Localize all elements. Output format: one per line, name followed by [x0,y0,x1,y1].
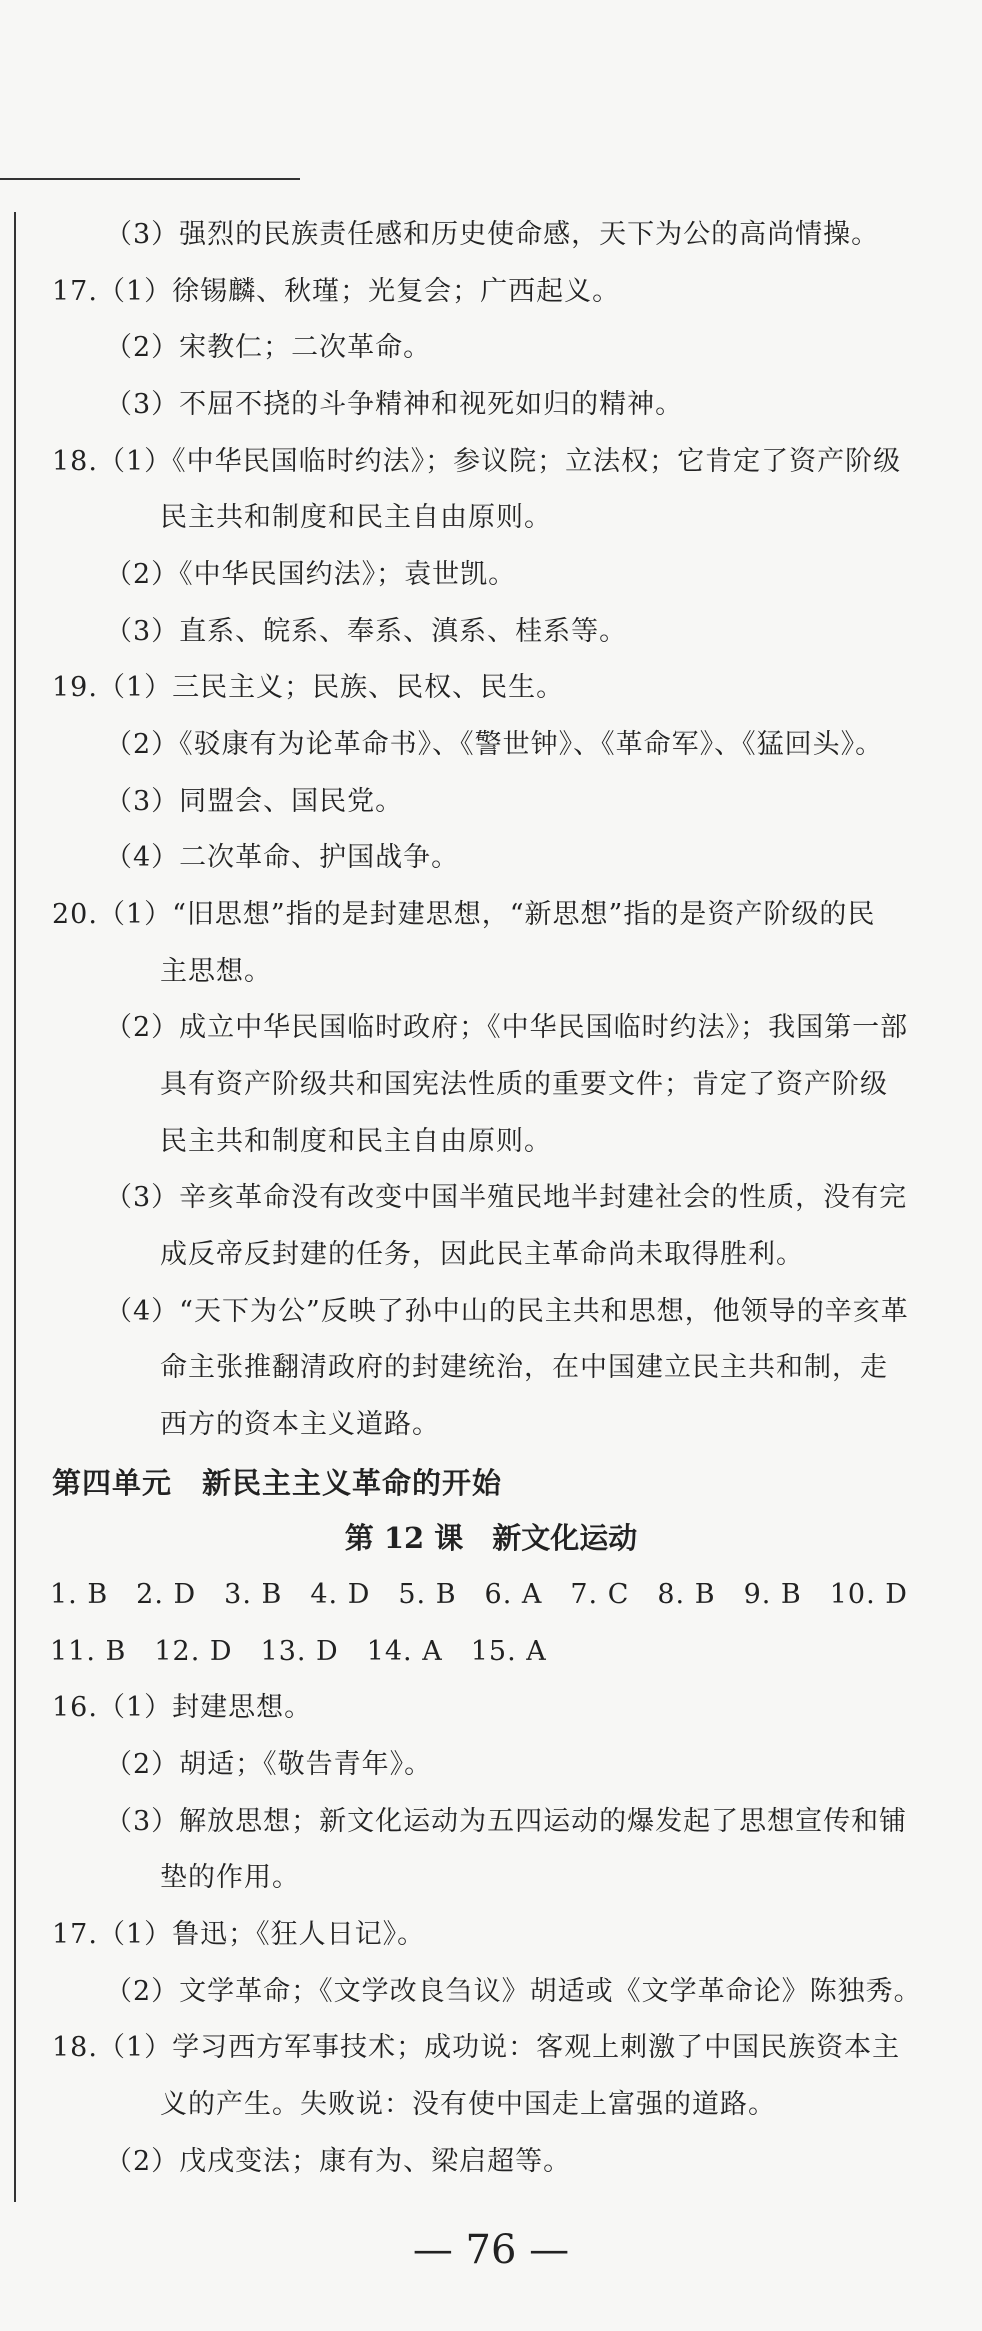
answer-line: （2）《中华民国约法》；袁世凯。 [105,559,517,590]
left-border [14,212,16,2202]
unit-heading: 第四单元 新民主主义革命的开始 [52,1466,503,1500]
page-number: — 76 — [412,2227,570,2273]
answer-line: 17.（1）鲁迅；《狂人日记》。 [52,1919,426,1950]
answer-line: 20.（1）“旧思想”指的是封建思想，“新思想”指的是资产阶级的民 [52,899,876,930]
answer-line: （4）“天下为公”反映了孙中山的民主共和思想，他领导的辛亥革 [105,1296,909,1327]
answer-line: （3）不屈不挠的斗争精神和视死如归的精神。 [105,389,684,420]
answer-line: 民主共和制度和民主自由原则。 [160,1126,552,1157]
answer-line: 16.（1）封建思想。 [52,1692,313,1723]
answer-line: （2）胡适；《敬告青年》。 [105,1749,433,1780]
answer-line: 西方的资本主义道路。 [160,1409,440,1440]
answer-line: 命主张推翻清政府的封建统治，在中国建立民主共和制，走 [160,1352,888,1383]
answer-line: （3）辛亥革命没有改变中国半殖民地半封建社会的性质，没有完 [105,1182,908,1213]
answer-line: 18.（1）学习西方军事技术；成功说：客观上刺激了中国民族资本主 [52,2032,901,2063]
answer-line: 1. B 2. D 3. B 4. D 5. B 6. A 7. C 8. B 9. B 10. D [50,1579,908,1610]
answer-line: 义的产生。失败说：没有使中国走上富强的道路。 [160,2089,776,2120]
answer-line: （2）《驳康有为论革命书》、《警世钟》、《革命军》、《猛回头》。 [105,729,884,760]
answer-line: （2）文学革命；《文学改良刍议》胡适或《文学革命论》陈独秀。 [105,1976,922,2007]
answer-line: 主思想。 [160,956,272,987]
answer-line: 19.（1）三民主义；民族、民权、民生。 [52,672,565,703]
answer-line: （3）解放思想；新文化运动为五四运动的爆发起了思想宣传和铺 [105,1806,908,1837]
answer-line: （2）成立中华民国临时政府；《中华民国临时约法》；我国第一部 [105,1012,909,1043]
answer-line: 11. B 12. D 13. D 14. A 15. A [50,1636,547,1667]
answer-line: （3）同盟会、国民党。 [105,786,404,817]
answer-line: （2）戊戌变法；康有为、梁启超等。 [105,2146,572,2177]
answer-line: 17.（1）徐锡麟、秋瑾；光复会；广西起义。 [52,276,621,307]
answer-line: 具有资产阶级共和国宪法性质的重要文件；肯定了资产阶级 [160,1069,888,1100]
lesson-heading: 第 12 课 新文化运动 [344,1521,638,1555]
answer-line: 民主共和制度和民主自由原则。 [160,502,552,533]
answer-line: 垫的作用。 [160,1862,300,1893]
answer-line: （3）强烈的民族责任感和历史使命感，天下为公的高尚情操。 [105,219,880,250]
top-rule [0,178,300,180]
answer-line: 18.（1）《中华民国临时约法》；参议院；立法权；它肯定了资产阶级 [52,446,902,477]
answer-line: 成反帝反封建的任务，因此民主革命尚未取得胜利。 [160,1239,804,1270]
answer-line: （4）二次革命、护国战争。 [105,842,460,873]
answer-line: （2）宋教仁；二次革命。 [105,332,432,363]
answer-line: （3）直系、皖系、奉系、滇系、桂系等。 [105,616,628,647]
